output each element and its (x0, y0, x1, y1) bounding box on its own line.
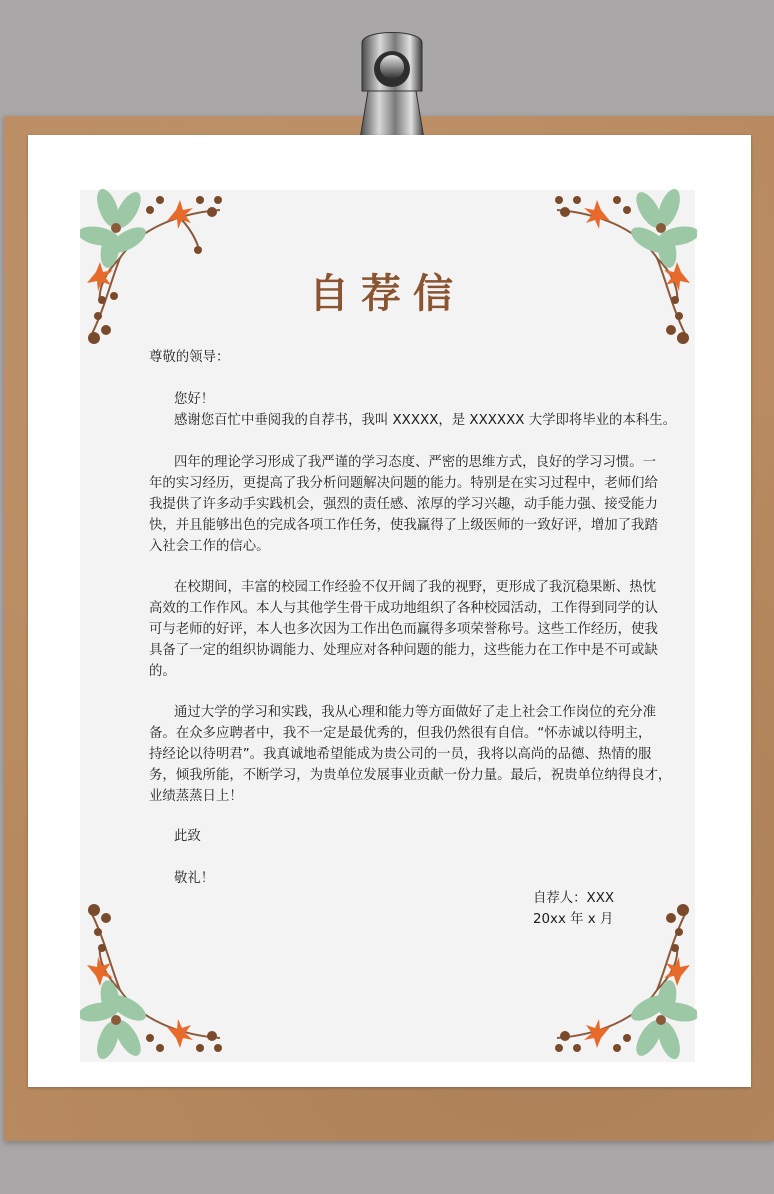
paragraph-3-line: 务，倾我所能，不断学习，为贵单位发展事业贡献一份力量。最后，祝贵单位纳得良才， (149, 768, 672, 783)
paragraph-1-line: 快，并且能够出色的完成各项工作任务，使我赢得了上级医师的一致好评，增加了我踏 (149, 518, 658, 533)
paragraph-2-line: 可与老师的好评，本人也多次因为工作出色而赢得多项荣誉称号。这些工作经历，使我 (149, 622, 658, 637)
paragraph-2-line: 具备了一定的组织协调能力、处理应对各种问题的能力，这些能力在工作中是不可或缺 (149, 643, 658, 658)
paragraph-2-line: 的。 (149, 664, 176, 679)
closing-line: 此致 (174, 829, 201, 844)
salutation: 尊敬的领导： (149, 350, 230, 365)
letter-title: 自荐信 (309, 270, 465, 317)
signature: 自荐人：XXX (533, 891, 615, 906)
paragraph-1-line: 入社会工作的信心。 (149, 539, 270, 554)
paragraph-2-line: 在校期间，丰富的校园工作经验不仅开阔了我的视野，更形成了我沉稳果断、热忱 (174, 580, 657, 595)
paragraph-1-line: 我提供了许多动手实践机会，强烈的责任感、浓厚的学习兴趣，动手能力强、接受能力 (149, 497, 658, 512)
letter-date: 20xx 年 x 月 (533, 912, 614, 927)
paragraph-3-line: 备。在众多应聘者中，我不一定是最优秀的，但我仍然很有自信。“怀赤诚以待明主， (149, 726, 652, 741)
paragraph-3-line: 通过大学的学习和实践，我从心理和能力等方面做好了走上社会工作岗位的充分准 (174, 705, 657, 720)
paragraph-3-line: 持经论以待明君”。我真诚地希望能成为贵公司的一员，我将以高尚的品德、热情的服 (149, 747, 652, 762)
paragraph-1-line: 年的实习经历，更提高了我分析问题解决问题的能力。特别是在实习过程中，老师们给 (149, 476, 658, 491)
closing-regards: 敬礼！ (174, 871, 215, 886)
paragraph-3-line: 业绩蒸蒸日上！ (149, 789, 243, 804)
greeting: 您好！ (174, 392, 215, 407)
paragraph-2-line: 高效的工作作风。本人与其他学生骨干成功地组织了各种校园活动，工作得到同学的认 (149, 601, 658, 616)
paragraph-1-line: 四年的理论学习形成了我严谨的学习态度、严密的思维方式，良好的学习习惯。一 (174, 455, 657, 470)
intro-line: 感谢您百忙中垂阅我的自荐书，我叫 XXXXX，是 XXXXXX 大学即将毕业的本科生。 (174, 413, 677, 428)
floral-corner-bottom-left-icon (80, 900, 230, 1060)
